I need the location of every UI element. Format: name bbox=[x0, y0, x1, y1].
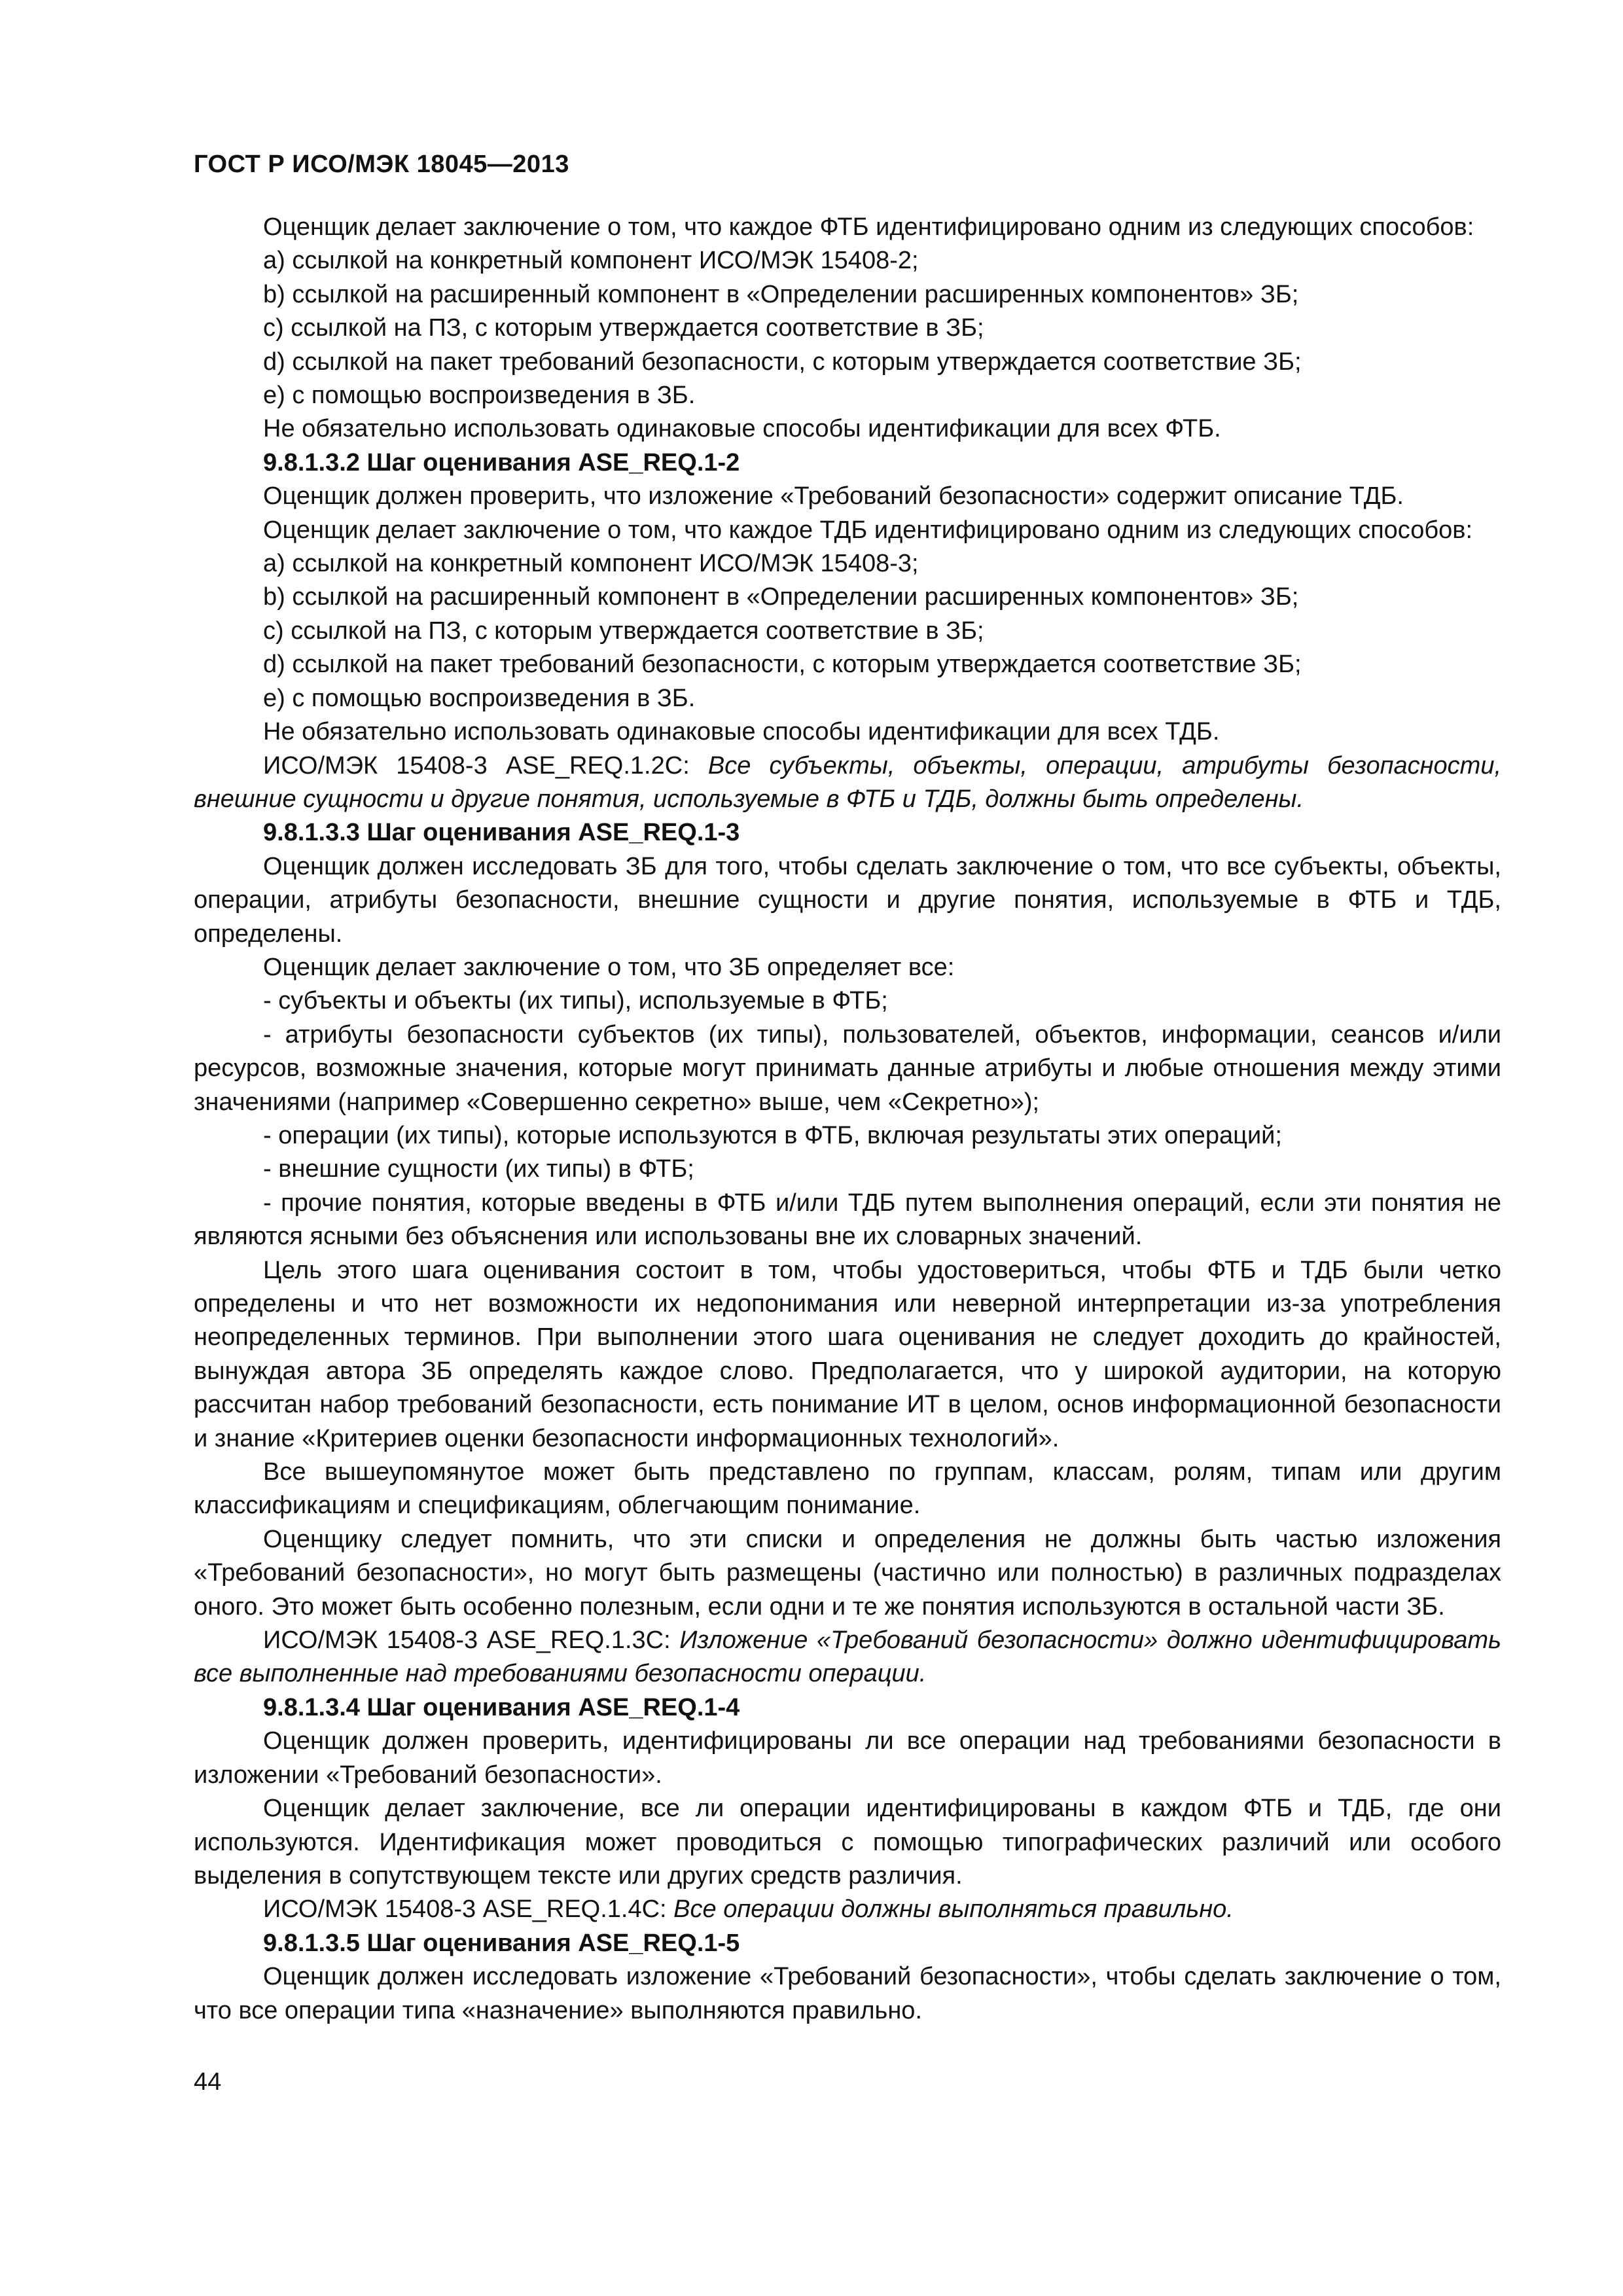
paragraph: b) ссылкой на расширенный компонент в «Определении расширенных компонентов» ЗБ; bbox=[263, 280, 1299, 308]
paragraph: - атрибуты безопасности субъектов (их типы), пользователей, объектов, информации, сеансов и/или ресурсов, возможные значения, которые могут принимать данные атрибуты и любые отношения между этими значениями (например «Совершенно секретно» выше, чем «Секретно»); bbox=[194, 1020, 1501, 1116]
paragraph: d) ссылкой на пакет требований безопасности, с которым утверждается соответствие ЗБ; bbox=[263, 348, 1302, 376]
paragraph: - субъекты и объекты (их типы), используемые в ФТБ; bbox=[263, 987, 888, 1015]
paragraph: Оценщик делает заключение о том, что каждое ТДБ идентифицировано одним из следующих способов: bbox=[263, 516, 1473, 544]
paragraph: Оценщик должен проверить, идентифицированы ли все операции над требованиями безопасности в изложении «Требований безопасности». bbox=[194, 1727, 1501, 1789]
paragraph: Не обязательно использовать одинаковые способы идентификации для всех ТДБ. bbox=[263, 718, 1220, 746]
standard-reference bbox=[194, 1624, 1501, 1691]
paragraph: a) ссылкой на конкретный компонент ИСО/МЭК 15408-2; bbox=[263, 247, 919, 275]
reference-id: ИСО/МЭК 15408-3 ASE_REQ.1.3C: bbox=[263, 1626, 680, 1655]
paragraph: c) ссылкой на ПЗ, с которым утверждается соответствие в ЗБ; bbox=[263, 314, 984, 342]
reference-id: ИСО/МЭК 15408-3 ASE_REQ.1.2C: bbox=[263, 751, 708, 780]
paragraph: Оценщик должен проверить, что изложение «Требований безопасности» содержит описание ТДБ. bbox=[263, 482, 1404, 511]
paragraph: - внешние сущности (их типы) в ФТБ; bbox=[263, 1155, 694, 1183]
paragraph: e) с помощью воспроизведения в ЗБ. bbox=[263, 684, 696, 712]
paragraph: - операции (их типы), которые используются в ФТБ, включая результаты этих операций; bbox=[263, 1121, 1282, 1149]
paragraph: Оценщик должен исследовать изложение «Требований безопасности», чтобы сделать заключение о том, что все операции типа «назначение» выполняются правильно. bbox=[194, 1963, 1501, 2024]
paragraph: Цель этого шага оценивания состоит в том, чтобы удостовериться, чтобы ФТБ и ТДБ были четко определены и что нет возможности их недопонимания или неверной интерпретации из-за употребления неопределенных терминов. При выполнении этого шага оценивания не следует доходить до крайностей, вынуждая автора ЗБ определять каждое слово. Предполагается, что у широкой аудитории, на которую рассчитан набор требований безопасности, есть понимание ИТ в целом, основ информационной безопасности и знание «Критериев оценки безопасности информационных технологий». bbox=[194, 1256, 1501, 1452]
paragraph: b) ссылкой на расширенный компонент в «Определении расширенных компонентов» ЗБ; bbox=[263, 583, 1299, 611]
document-header: ГОСТ Р ИСО/МЭК 18045—2013 bbox=[194, 151, 569, 178]
paragraph: a) ссылкой на конкретный компонент ИСО/МЭК 15408-3; bbox=[263, 550, 919, 578]
reference-id: ИСО/МЭК 15408-3 ASE_REQ.1.4C: bbox=[263, 1895, 674, 1924]
paragraph: Все вышеупомянутое может быть представлено по группам, классам, ролям, типам или другим классификациям и спецификациям, облегчающим понимание. bbox=[194, 1458, 1501, 1520]
paragraph: d) ссылкой на пакет требований безопасности, с которым утверждается соответствие ЗБ; bbox=[263, 651, 1302, 679]
paragraph: - прочие понятия, которые введены в ФТБ и/или ТДБ путем выполнения операций, если эти понятия не являются ясными без объяснения или использованы вне их словарных значений. bbox=[194, 1189, 1501, 1251]
page-number: 44 bbox=[194, 2068, 222, 2096]
paragraph: Оценщик делает заключение о том, что каждое ФТБ идентифицировано одним из следующих способов: bbox=[263, 213, 1474, 241]
paragraph: Оценщик делает заключение о том, что ЗБ определяет все: bbox=[263, 953, 955, 981]
reference-text: Все субъекты, объекты, операции, атрибуты безопасности, внешние сущности и другие понятия, используемые в ФТБ и ТДБ, должны быть определены. bbox=[194, 751, 1502, 813]
reference-text: Изложение «Требований безопасности» должно идентифицировать все выполненные над требованиями безопасности операции. bbox=[194, 1626, 1501, 1688]
page-body bbox=[194, 211, 1501, 2028]
paragraph: c) ссылкой на ПЗ, с которым утверждается соответствие в ЗБ; bbox=[263, 617, 984, 645]
section-heading: 9.8.1.3.2 Шаг оценивания ASE_REQ.1-2 bbox=[263, 448, 740, 476]
section-heading: 9.8.1.3.4 Шаг оценивания ASE_REQ.1-4 bbox=[263, 1693, 740, 1721]
paragraph: Не обязательно использовать одинаковые способы идентификации для всех ФТБ. bbox=[263, 415, 1221, 443]
section-heading: 9.8.1.3.3 Шаг оценивания ASE_REQ.1-3 bbox=[263, 819, 740, 847]
standard-reference bbox=[194, 1893, 1501, 1926]
section-heading: 9.8.1.3.5 Шаг оценивания ASE_REQ.1-5 bbox=[263, 1929, 740, 1957]
paragraph: Оценщик делает заключение, все ли операции идентифицированы в каждом ФТБ и ТДБ, где они используются. Идентификация может проводиться с помощью типографических различий или особого выделения в сопутствующем тексте или других средств различия. bbox=[194, 1795, 1501, 1890]
paragraph: Оценщику следует помнить, что эти списки и определения не должны быть частью изложения «Требований безопасности», но могут быть размещены (частично или полностью) в различных подразделах оного. Это может быть особенно полезным, если одни и те же понятия используются в остальной части ЗБ. bbox=[194, 1525, 1501, 1621]
reference-text: Все операции должны выполняться правильно. bbox=[673, 1895, 1234, 1924]
paragraph: Оценщик должен исследовать ЗБ для того, чтобы сделать заключение о том, что все субъекты, объекты, операции, атрибуты безопасности, внешние сущности и другие понятия, используемые в ФТБ и ТДБ, определены. bbox=[194, 852, 1501, 948]
paragraph: e) с помощью воспроизведения в ЗБ. bbox=[263, 382, 696, 410]
standard-reference bbox=[194, 749, 1501, 817]
